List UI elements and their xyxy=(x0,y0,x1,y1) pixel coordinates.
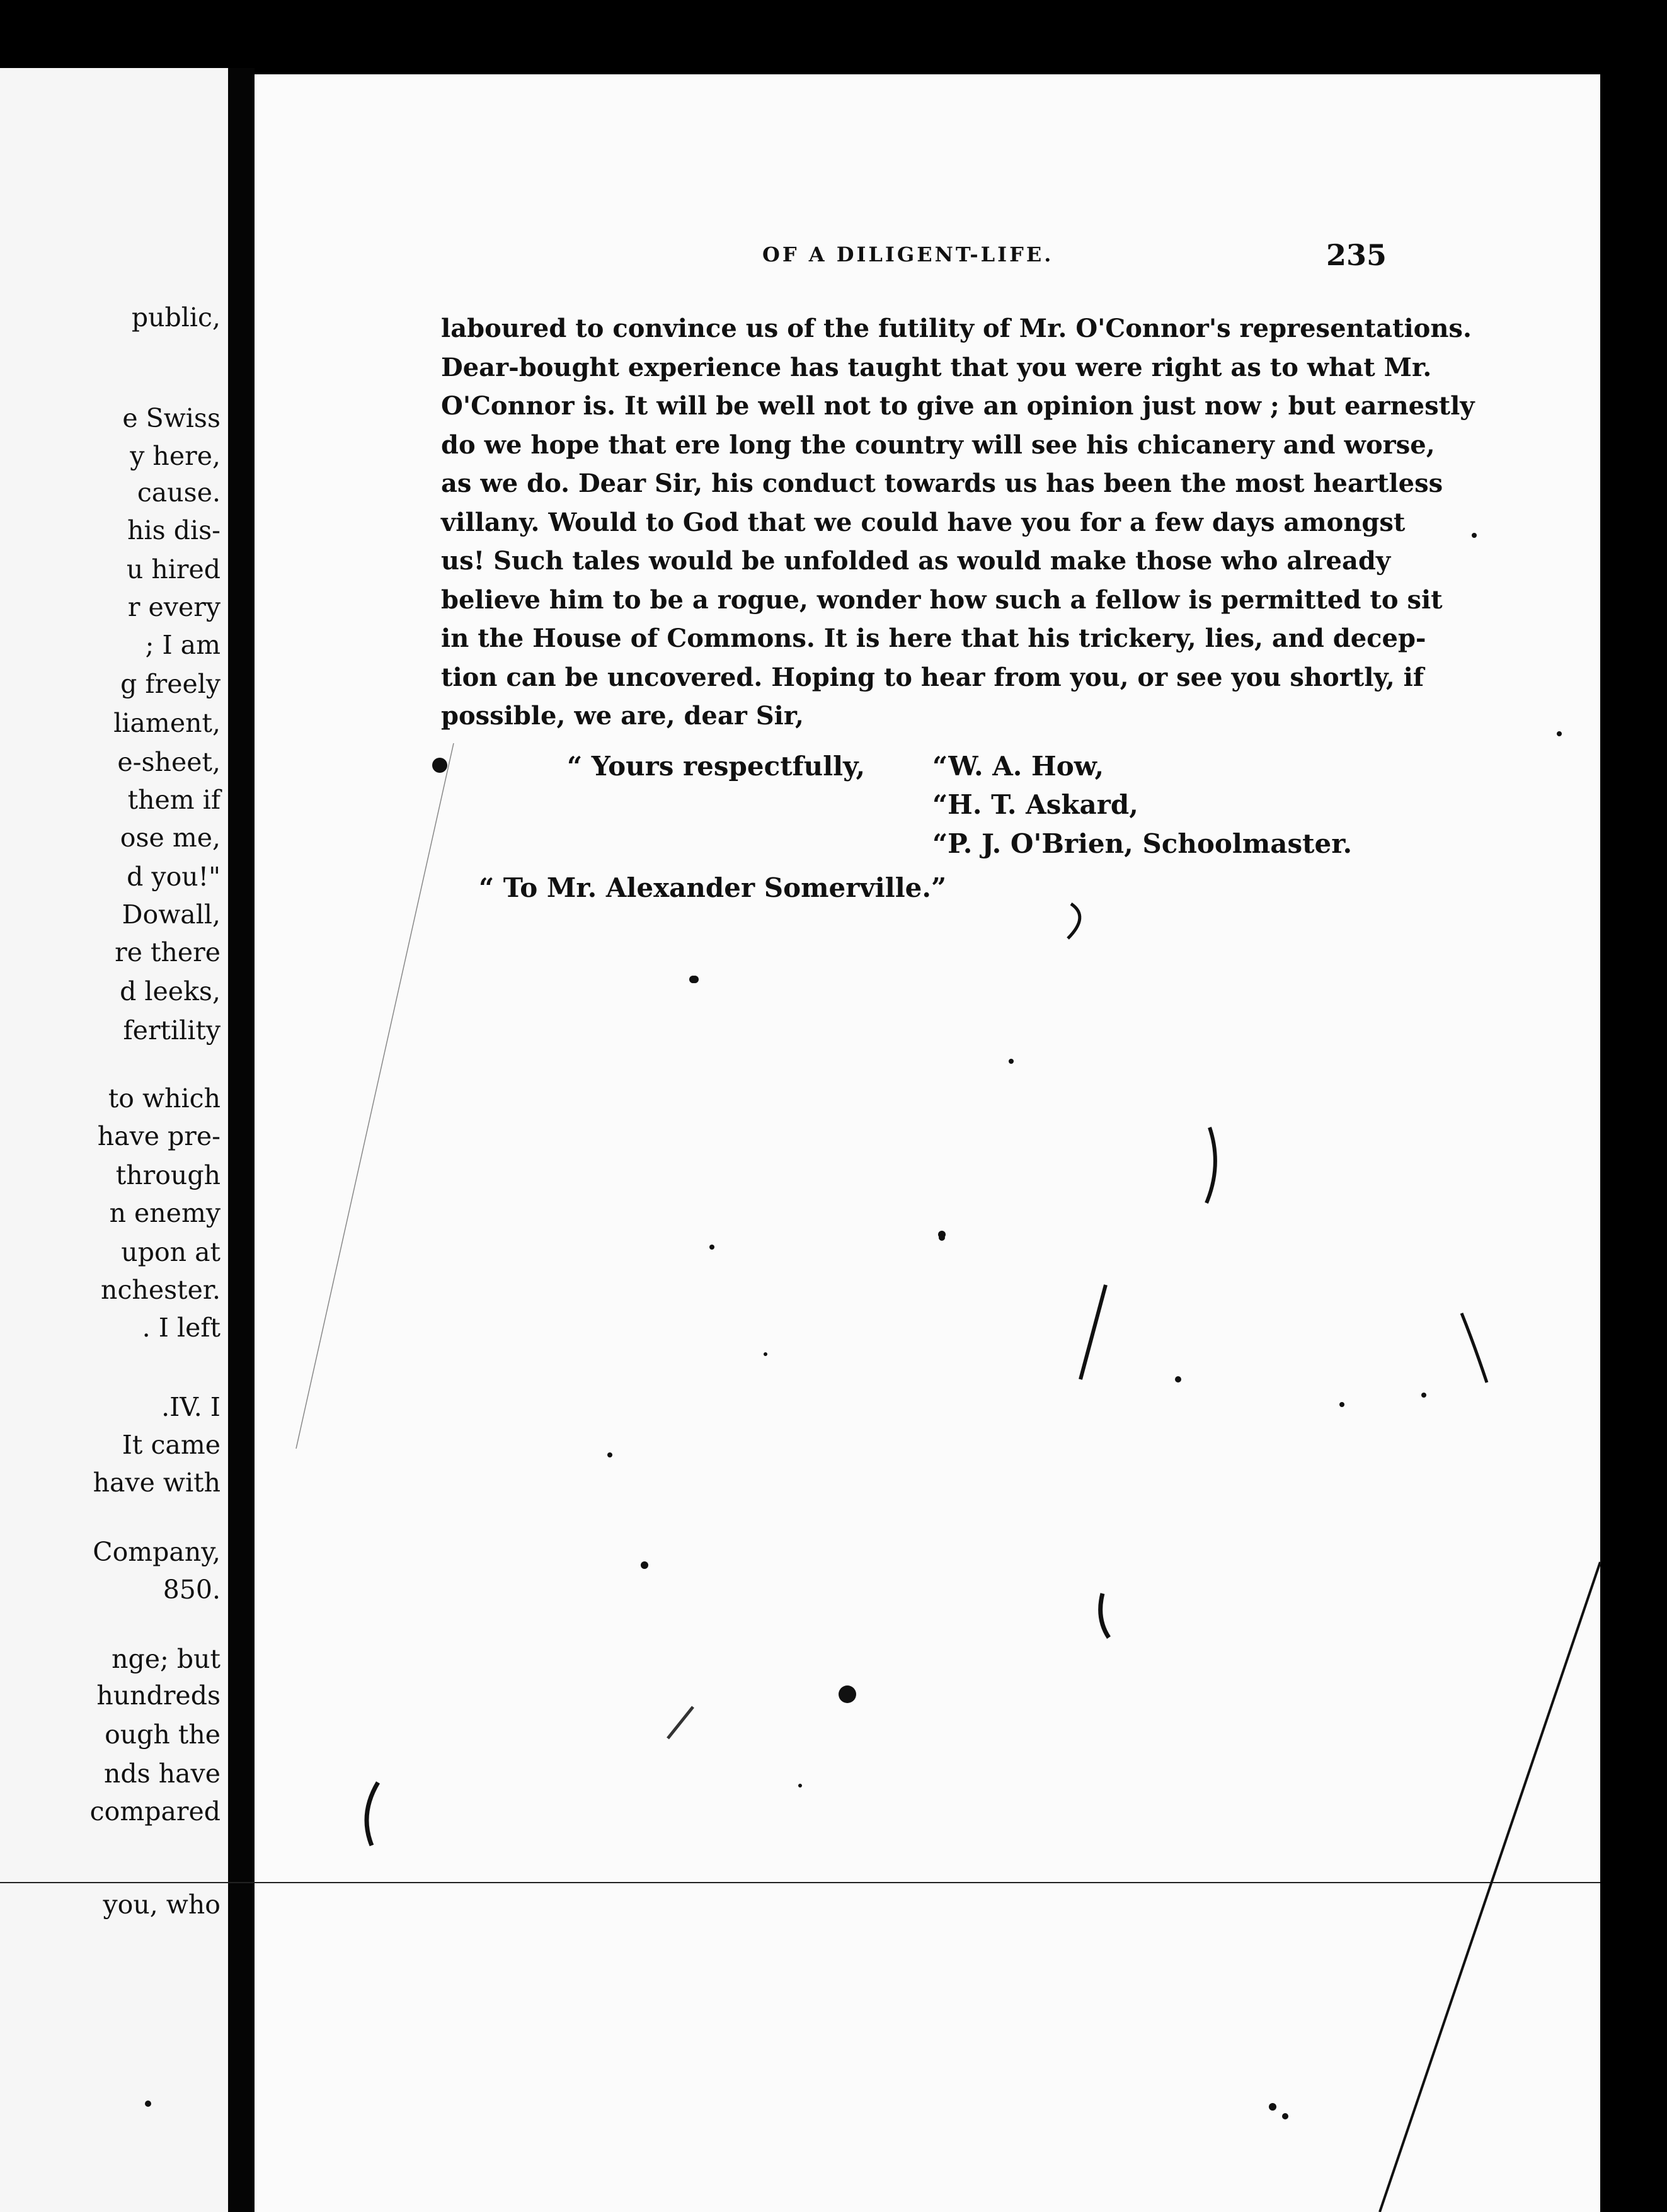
left-page-line: have pre- xyxy=(97,1121,221,1151)
left-page-line: 850. xyxy=(163,1575,221,1605)
left-page-line: cause. xyxy=(137,477,221,508)
letter-line: us! Such tales would be unfolded as would make those who already xyxy=(441,546,1391,576)
letter-line: do we hope that ere long the country will see his chicanery and worse, xyxy=(441,430,1435,460)
letter-line: laboured to convince us of the futility of Mr. O'Connor's representations. xyxy=(441,314,1472,343)
addressee: “ To Mr. Alexander Somerville.” xyxy=(479,872,947,903)
left-page-line: e-sheet, xyxy=(117,747,221,777)
signatory-name: “W. A. How, xyxy=(932,751,1104,782)
left-page-line: public, xyxy=(131,302,221,333)
left-page-line: you, who xyxy=(103,1890,221,1920)
letter-line: tion can be uncovered. Hoping to hear from you, or see you shortly, if xyxy=(441,662,1424,692)
left-page-line: nds have xyxy=(103,1759,221,1789)
left-page-line: y here, xyxy=(130,441,221,471)
left-page-line: them if xyxy=(127,785,221,815)
left-page-line: Dowall, xyxy=(122,899,221,930)
signatory-name: “P. J. O'Brien, Schoolmaster. xyxy=(932,828,1353,859)
left-page-line: nge; but xyxy=(112,1644,221,1674)
left-page-line: liament, xyxy=(113,708,221,738)
left-page-line: d leeks, xyxy=(120,976,221,1006)
left-page-line: hundreds xyxy=(96,1680,221,1711)
signatory-name: “H. T. Askard, xyxy=(932,789,1138,820)
left-page-line: through xyxy=(115,1160,221,1190)
left-page-line: Company, xyxy=(93,1537,221,1567)
left-page-line: u hired xyxy=(126,554,221,584)
left-page-line: ose me, xyxy=(120,823,221,853)
left-page-line: compared xyxy=(89,1796,221,1827)
left-page-line: It came xyxy=(122,1430,221,1460)
letter-line: villany. Would to God that we could have you for a few days amongst xyxy=(441,507,1406,537)
left-page-line: e Swiss xyxy=(122,403,221,433)
letter-line: Dear-bought experience has taught that you were right as to what Mr. xyxy=(441,352,1432,382)
page-number: 235 xyxy=(1326,238,1387,272)
left-page-line: fertility xyxy=(123,1015,221,1046)
letter-line: as we do. Dear Sir, his conduct towards us has been the most heartless xyxy=(441,469,1443,498)
left-page-line: nchester. xyxy=(101,1275,221,1305)
left-page-line: g freely xyxy=(120,669,221,699)
left-page-line: re there xyxy=(115,937,221,967)
closing-salutation: “ Yours respectfully, xyxy=(567,751,866,782)
left-page-line: have with xyxy=(93,1468,221,1498)
letter-line: possible, we are, dear Sir, xyxy=(441,701,804,731)
running-head: OF A DILIGENT-LIFE. xyxy=(762,242,1054,266)
left-page-line: .IV. I xyxy=(161,1392,221,1422)
left-page-line: . I left xyxy=(142,1313,221,1343)
left-page-line: d you!" xyxy=(127,862,221,892)
left-page-line: to which xyxy=(108,1083,221,1114)
left-page-line: upon at xyxy=(121,1237,221,1267)
left-page-line: ; I am xyxy=(145,630,221,660)
letter-line: believe him to be a rogue, wonder how such a fellow is permitted to sit xyxy=(441,584,1443,615)
left-page-line: his dis- xyxy=(127,515,221,545)
left-page-line: ough the xyxy=(105,1719,221,1750)
left-page-line: r every xyxy=(127,592,221,622)
letter-line: O'Connor is. It will be well not to give an opinion just now ; but earnestly xyxy=(441,391,1475,421)
letter-line: in the House of Commons. It is here that his trickery, lies, and decep- xyxy=(441,624,1426,653)
left-page-line: n enemy xyxy=(109,1198,221,1228)
